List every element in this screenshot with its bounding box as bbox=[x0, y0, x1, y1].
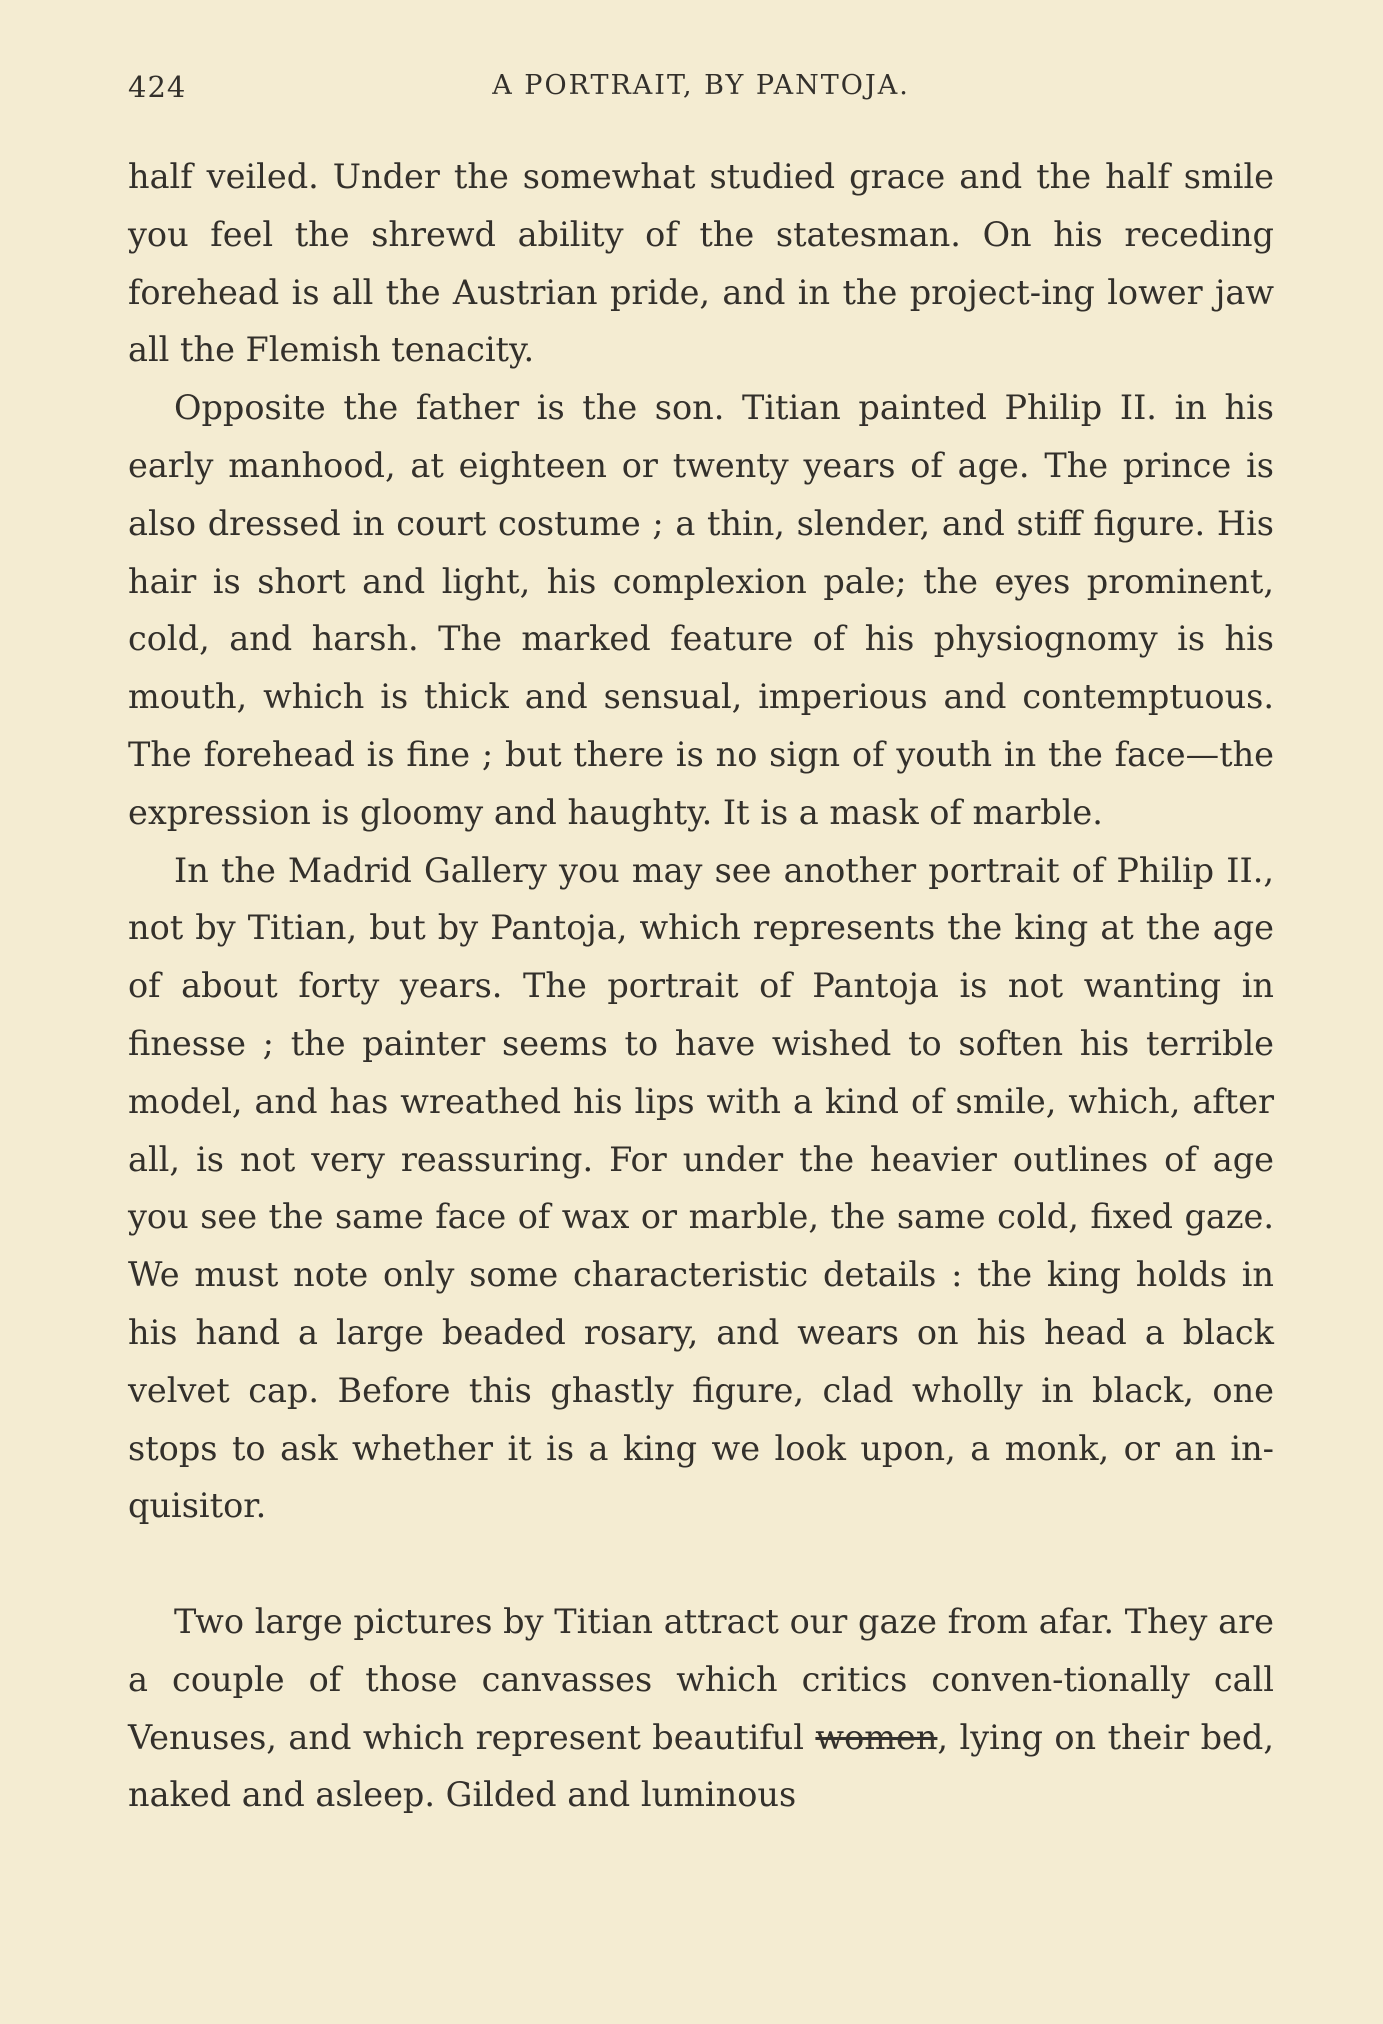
paragraph-pantoja-portrait: In the Madrid Gallery you may see another portrait of Philip II., not by Titian, but by Pantoja, which represents the king at the age of about forty years. The portrait of Pantoja is not wanting in finesse ; the painter seems to have wished to soften his terrible model, and has wreathed his lips with a kind of smile, which, after all, is not very reassuring. For under the heavier outlines of age you see the same face of wax or marble, the same cold, fixed gaze. We must note only some characteristic details : the king holds in his hand a large beaded rosary, and wears on his head a black velvet cap. Before this ghastly figure, clad wholly in black, one stops to ask whether it is a king we look upon, a monk, or an in-quisitor. bbox=[128, 850, 1274, 1526]
paragraph-venuses-part-2: , lying on their bed, naked and asleep. Gilded and luminous bbox=[128, 1717, 1274, 1815]
paragraph-continuation: half veiled. Under the somewhat studied grace and the half smile you feel the shrewd ability of the statesman. On his receding forehead is all the Austrian pride, and in the project-ing lower jaw all the Flemish tenacity. bbox=[128, 157, 1274, 370]
running-title: A PORTRAIT, BY PANTOJA. bbox=[492, 70, 910, 101]
body-text bbox=[128, 148, 1274, 1824]
paragraph-venuses-part-1: Two large pictures by Titian attract our gaze from afar. They are a couple of those canvasses which critics conven-tionally call Venuses, and which represent beautiful bbox=[128, 1601, 1274, 1757]
struck-word: women bbox=[815, 1717, 938, 1757]
page-number: 424 bbox=[128, 70, 187, 104]
page-header bbox=[128, 70, 1274, 110]
paragraph-venuses bbox=[128, 1593, 1274, 1824]
paragraph-philip-titian: Opposite the father is the son. Titian painted Philip II. in his early manhood, at eighteen or twenty years of age. The prince is also dressed in court costume ; a thin, slender, and stiff figure. His hair is short and light, his complexion pale; the eyes prominent, cold, and harsh. The marked feature of his physiognomy is his mouth, which is thick and sensual, imperious and contemptuous. The forehead is fine ; but there is no sign of youth in the face—the expression is gloomy and haughty. It is a mask of marble. bbox=[128, 388, 1274, 832]
